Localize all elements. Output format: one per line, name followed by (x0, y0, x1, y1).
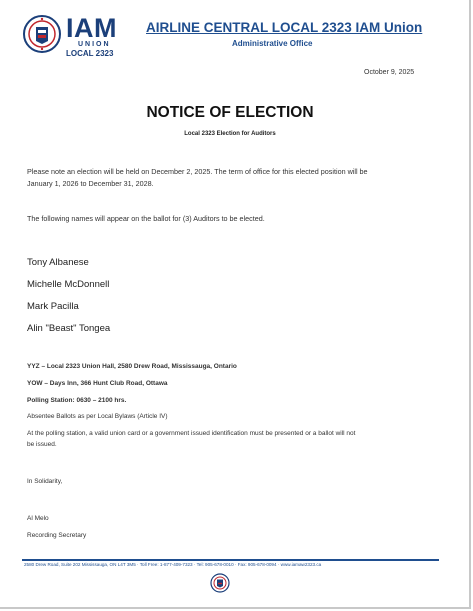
paragraph-line: Please note an election will be held on December 2, 2025. The term of office for this elected position will be (27, 167, 368, 176)
candidate-name: Mark Pacilla (27, 301, 79, 312)
paragraph-line: January 1, 2026 to December 31, 2028. (27, 179, 154, 188)
location-yyz: YYZ – Local 2323 Union Hall, 2580 Drew Road, Mississauga, Ontario (27, 363, 237, 370)
signatory-name: Al Melo (27, 515, 49, 522)
identification-note (27, 428, 355, 450)
footer-divider (22, 559, 439, 561)
footer-contact: 2580 Drew Road, Suite 202 Mississauga, ON L4T 3M5 · Toll Free: 1-877-409-7323 · Tel: 905-678-0010 · Fax: 905-678-0094 · www.iamaw2323.ca (24, 562, 322, 567)
paragraph-line: At the polling station, a valid union card or a government issued identification must be presented or a ballot will not (27, 430, 356, 437)
notice-title: NOTICE OF ELECTION (146, 104, 314, 121)
logo-local-text: LOCAL 2323 (66, 49, 114, 58)
election-date-paragraph (27, 166, 368, 190)
closing-salutation: In Solidarity, (27, 478, 63, 485)
candidate-name: Michelle McDonnell (27, 279, 110, 290)
polling-hours: Polling Station: 0630 – 2100 hrs. (27, 397, 127, 404)
ballot-paragraph: The following names will appear on the ballot for (3) Auditors to be elected. (27, 214, 265, 223)
absentee-note: Absentee Ballots as per Local Bylaws (Article IV) (27, 413, 168, 420)
logo-union-text: UNION (78, 41, 111, 48)
letterhead-subtitle: Administrative Office (232, 39, 313, 48)
notice-subtitle: Local 2323 Election for Auditors (184, 131, 276, 137)
paragraph-line: be issued. (27, 441, 57, 448)
location-yow: YOW – Days Inn, 366 Hunt Club Road, Ottawa (27, 380, 168, 387)
footer-seal-icon (210, 573, 230, 593)
candidate-name: Tony Albanese (27, 257, 89, 268)
signatory-role: Recording Secretary (27, 532, 87, 539)
letterhead-title: AIRLINE CENTRAL LOCAL 2323 IAM Union (146, 20, 423, 35)
letter-date: October 9, 2025 (364, 69, 415, 76)
candidate-name: Alin "Beast" Tongea (27, 323, 111, 334)
iam-union-logo (22, 13, 122, 58)
iam-seal-icon (22, 14, 62, 54)
logo-iam-text: IAM (66, 13, 117, 43)
